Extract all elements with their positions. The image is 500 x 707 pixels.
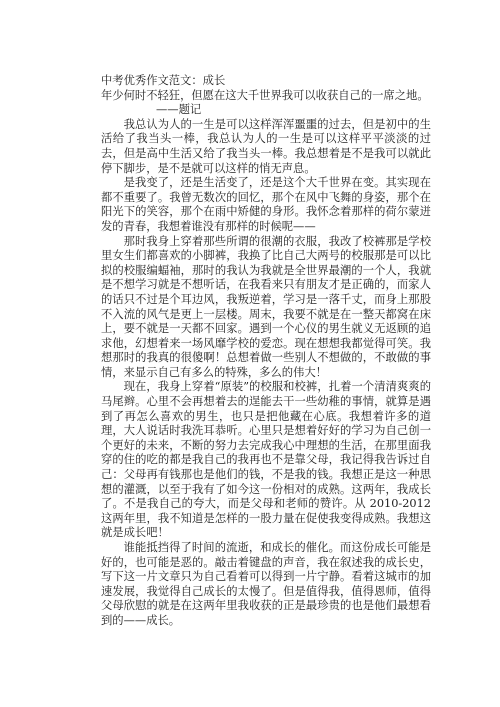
essay-body (101, 74, 431, 629)
paragraph-2: 是我变了，还是生活变了，还是这个大千世界在变。其实现在都不重要了。我曾无数次的回忆，那个在风中飞舞的身姿，那个在阳光下的笑容，那个在雨中矫健的身形。我怀念着那样的荷尔蒙迸发的青春，我想着谁没有那样的时候呢—— (101, 176, 431, 233)
paragraph-4: 现在，我身上穿着“原装”的校服和校裤，扎着一个清清爽爽的马尾辫。心里不会再想着去的逞能去干一些幼稚的事情，就算是遇到了再怎么喜欢的男生，也只是把他藏在心底。我想着许多的道理，大人说话时我洗耳恭听。心里只是想着好好的学习为自己创一个更好的未来，不断的努力去完成我心中理想的生活，在那里面我穿的住的吃的都是我自己的我再也不是靠父母，我记得我告诉过自己：父母再有钱那也是他们的钱，不是我的钱。我想正是这一种思想的灌溉，以至于我有了如今这一份相对的成熟。这两年，我成长了。不是我自己的夸大，而是父母和老师的赞许。从 2010-2012 这两年里，我不知道是怎样的一股力量在促使我变得成熟。我想这就是成长吧！ (101, 380, 431, 540)
essay-title: 中考优秀作文范文：成长 (101, 74, 226, 87)
epigraph: 年少何时不轻狂，但愿在这大千世界我可以收获自己的一席之地。 (101, 88, 429, 102)
paragraph-3: 那时我身上穿着那些所谓的很潮的衣服，我改了校裤那是学校里女生们都喜欢的小脚裤，我换了比自己大两号的校服那是可以比拟的校服编蝠袖，那时的我认为我就是全世界最潮的一个人，我就是不想学习就是不想听话，在我看来只有朋友才是正确的，而家人的话只不过是个耳边风，我叛逆着，学习是一落千丈，而身上那股不入流的风气是更上一层楼。周末，我要不就是在一整天都窝在床上，要不就是一天都不回家。遇到一个心仪的男生就义无返顾的追求他，幻想着来一场风靡学校的爱恋。现在想想我都觉得可笑。我想那时的我真的很傻啊！总想着做一些别人不想做的，不敢做的事情，来显示自己有多么的特殊，多么的伟大！ (101, 234, 431, 379)
paragraph-1: 我总认为人的一生是可以这样浑浑噩噩的过去，但是初中的生活给了我当头一棒，我总认为人的一生是可以这样平平淡淡的过去，但是高中生活又给了我当头一棒。我总想着是不是我可以就此停下脚步，是不是就可以这样的悄无声息。 (101, 117, 431, 175)
epigraph-source: ——题记 (156, 103, 202, 117)
paragraph-5: 谁能抵挡得了时间的流逝，和成长的催化。而这份成长可能是好的，也可能是恶的。敲击着键盘的声音，我在叙述我的成长史，写下这一片文章只为自己看着可以得到一片宁静。看着这城市的加速发展，我觉得自己成长的太慢了。但是值得我，值得恩师，值得父母欣慰的就是在这两年里我收获的正是最珍贵的也是他们最想看到的——成长。 (101, 541, 431, 627)
